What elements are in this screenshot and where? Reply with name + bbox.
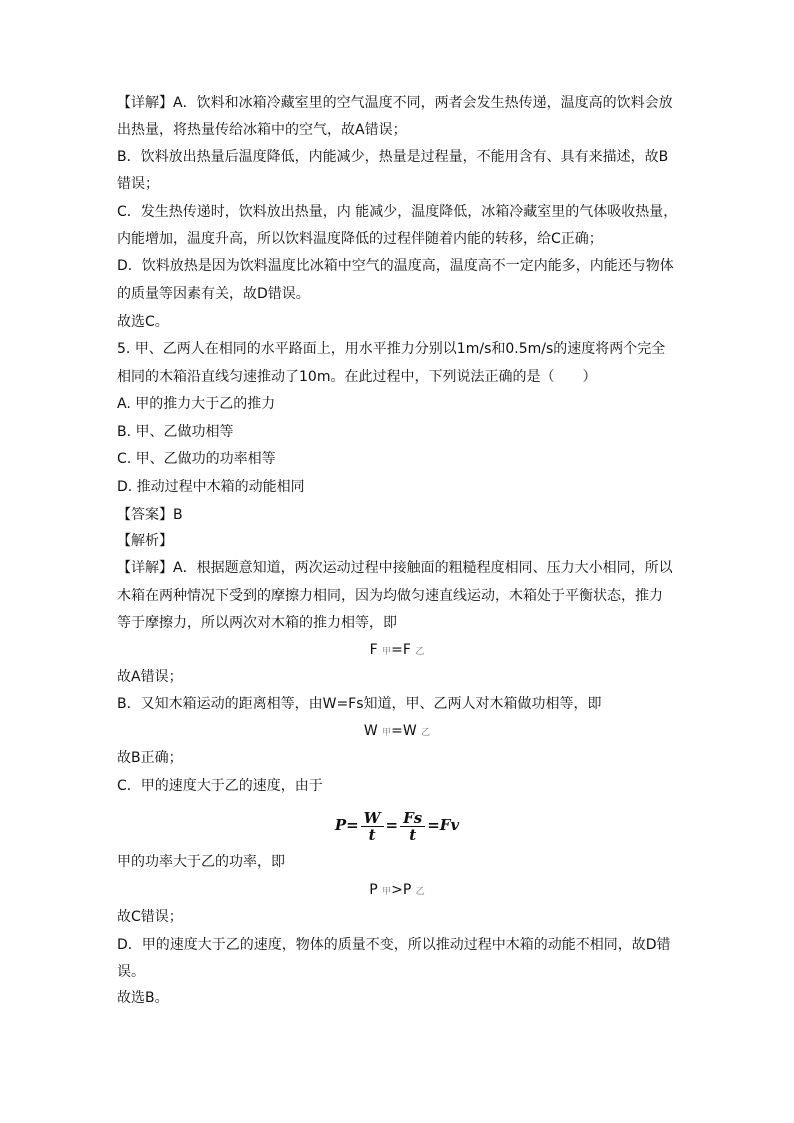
eq-term: Fv — [439, 816, 460, 834]
text-line: B．又知木箱运动的距离相等，由W=Fs知道，甲、乙两人对木箱做功相等，即 — [117, 696, 602, 712]
text-line: 的质量等因素有关，故D错误。 — [117, 286, 310, 302]
eq-term: F — [402, 642, 411, 658]
eq-term: W — [363, 723, 378, 739]
denominator: t — [368, 825, 376, 844]
eq-term: P — [334, 816, 347, 834]
equation-f — [0, 641, 794, 661]
eq-op: = — [427, 816, 440, 834]
eq-subscript: 乙 — [421, 728, 431, 738]
text-line: 故A错误； — [117, 669, 183, 685]
eq-op: = — [385, 816, 399, 834]
equation-w — [0, 722, 794, 742]
text-line: 【详解】A．饮料和冰箱冷藏室里的空气温度不同，两者会发生热传递，温度高的饮料会放 — [117, 95, 673, 111]
text-line: 甲的功率大于乙的功率，即 — [117, 854, 285, 870]
numerator: W — [361, 810, 384, 827]
text-line: 等于摩擦力，所以两次对木箱的推力相等，即 — [117, 615, 397, 631]
equation-p — [0, 881, 794, 901]
eq-term: P — [402, 882, 412, 898]
text-line: 故C错误； — [117, 909, 183, 925]
text-line: D．饮料放热是因为饮料温度比冰箱中空气的温度高，温度高不一定内能多，内能还与物体 — [117, 258, 674, 274]
text-line: C．发生热传递时，饮料放出热量，内 能减少，温度降低，冰箱冷藏室里的气体吸收热量， — [117, 204, 678, 220]
text-line: 内能增加，温度升高，所以饮料温度降低的过程伴随着内能的转移，给C正确； — [117, 231, 603, 247]
eq-term: W — [402, 723, 417, 739]
eq-op: > — [391, 882, 403, 898]
fraction — [400, 810, 425, 843]
fraction — [361, 810, 384, 843]
numerator: Fs — [400, 810, 425, 827]
text-line: B．饮料放出热量后温度降低，内能减少，热量是过程量，不能用含有、具有来描述，故B — [117, 149, 669, 165]
text-line: 故选C。 — [117, 314, 169, 330]
text-line: 故B正确； — [117, 750, 183, 766]
eq-subscript: 乙 — [415, 647, 425, 657]
question-stem: 5. 甲、乙两人在相同的水平路面上，用水平推力分别以1m/s和0.5m/s的速度将两个完全 — [117, 341, 666, 357]
option-b: B. 甲、乙做功相等 — [117, 424, 234, 440]
text-line: 故选B。 — [117, 990, 169, 1006]
text-line: C．甲的速度大于乙的速度，由于 — [117, 778, 323, 794]
denominator: t — [409, 825, 417, 844]
eq-op: = — [391, 642, 403, 658]
option-d: D. 推动过程中木箱的动能相同 — [117, 479, 305, 495]
eq-term: P — [369, 882, 378, 898]
question-stem: 相同的木箱沿直线匀速推动了10m。在此过程中，下列说法正确的是（ ） — [117, 369, 597, 385]
text-line: 误。 — [117, 964, 145, 980]
eq-op: = — [391, 723, 403, 739]
eq-subscript: 甲 — [382, 647, 392, 657]
eq-subscript: 甲 — [382, 887, 392, 897]
eq-op: = — [346, 816, 359, 834]
answer-label: 【答案】B — [117, 507, 183, 523]
text-line: 错误； — [117, 176, 159, 192]
option-a: A. 甲的推力大于乙的推力 — [117, 396, 276, 412]
eq-subscript: 乙 — [415, 887, 425, 897]
text-line: 木箱在两种情况下受到的摩擦力相同，因为均做匀速直线运动，木箱处于平衡状态，推力 — [117, 588, 663, 604]
option-c: C. 甲、乙做功的功率相等 — [117, 451, 276, 467]
analysis-label: 【解析】 — [117, 533, 173, 549]
eq-subscript: 甲 — [382, 728, 392, 738]
text-line: 【详解】A．根据题意知道，两次运动过程中接触面的粗糙程度相同、压力大小相同，所以 — [117, 560, 673, 576]
text-line: D．甲的速度大于乙的速度，物体的质量不变，所以推动过程中木箱的动能不相同，故D错 — [117, 937, 671, 953]
text-line: 出热量，将热量传给冰箱中的空气，故A错误； — [117, 122, 407, 138]
equation-power — [0, 808, 794, 843]
eq-term: F — [369, 642, 378, 658]
